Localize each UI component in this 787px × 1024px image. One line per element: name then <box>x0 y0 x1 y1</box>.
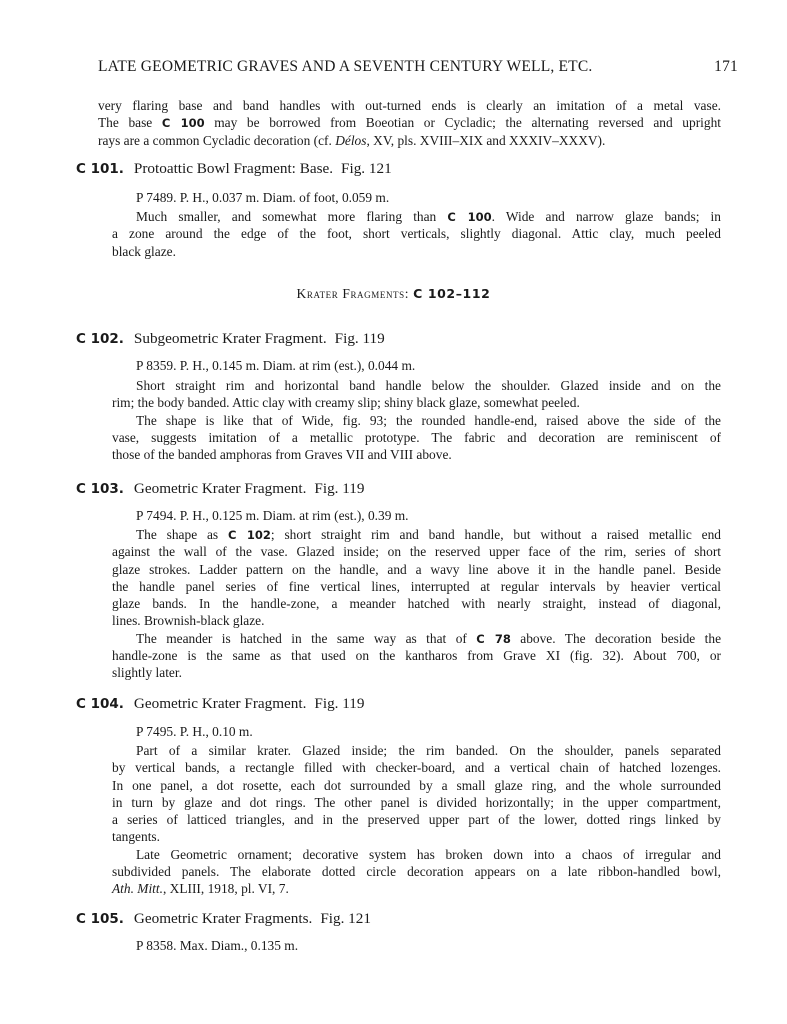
text-line: Part of a similar krater. Glazed inside; the rim banded. On the shoulder, panels separated <box>136 743 721 758</box>
catalogue-number: C 105. <box>76 911 124 927</box>
entry-meta-c105: P 8358. Max. Diam., 0.135 m. <box>136 938 299 953</box>
catalogue-ref: C 100 <box>447 210 492 224</box>
entry-description-c102 <box>112 377 721 463</box>
entry-meta-c104: P 7495. P. H., 0.10 m. <box>136 724 253 739</box>
entry-title: Geometric Krater Fragments. <box>133 910 313 927</box>
entry-meta-c103: P 7494. P. H., 0.125 m. Diam. at rim (est.), 0.39 m. <box>136 508 409 523</box>
catalogue-number: C 103. <box>76 481 124 497</box>
text-line: Much smaller, and somewhat more flaring than C 100. Wide and narrow glaze bands; in <box>136 209 721 224</box>
catalogue-number: C 102. <box>76 331 124 347</box>
entry-heading-c104 <box>76 695 364 713</box>
text-line: very flaring base and band handles with out-turned ends is clearly an imitation of a metal vase. <box>98 98 721 113</box>
figure-ref: Fig. 121 <box>320 910 371 927</box>
text-line: vase, suggests imitation of a metallic prototype. The fabric and decoration are reminiscent of <box>112 429 721 445</box>
figure-ref: Fig. 119 <box>314 480 365 497</box>
catalogue-ref: C 78 <box>476 631 511 646</box>
text-line: rays are a common Cycladic decoration (cf. Délos, XV, pls. XVIII–XIX and XXXIV–XXXV). <box>98 132 606 148</box>
text-line: Late Geometric ornament; decorative system has broken down into a chaos of irregular and <box>136 846 721 862</box>
text-line: The meander is hatched in the same way as that of C 78 above. The decoration beside the <box>136 630 722 646</box>
entry-title: Subgeometric Krater Fragment. <box>133 330 327 347</box>
intro-paragraph <box>98 97 721 149</box>
italic-title: Délos <box>335 132 367 148</box>
text-line: The shape is like that of Wide, fig. 93; the rounded handle-end, raised above the side of the <box>136 412 721 428</box>
text-line: a series of latticed triangles, and in the preserved upper part of the lower, dotted rings linked by <box>112 812 721 828</box>
text-line: tangents. <box>112 829 160 845</box>
entry-heading-c102 <box>76 330 385 348</box>
entry-heading-c101 <box>76 160 392 178</box>
running-head-title: LATE GEOMETRIC GRAVES AND A SEVENTH CENTURY WELL, ETC. <box>98 58 593 75</box>
text-line: The shape as C 102; short straight rim and band handle, but without a raised metallic end <box>136 527 721 542</box>
text-line: lines. Brownish-black glaze. <box>112 613 265 629</box>
text-line: handle-zone is the same as that used on the kantharos from Grave XI (fig. 32). About 700, or <box>112 648 721 664</box>
entry-heading-c105 <box>76 910 371 928</box>
text-line: glaze strokes. Ladder pattern on the handle, and a wavy line above it in the handle panel. Beside <box>112 561 721 577</box>
figure-ref: Fig. 119 <box>334 330 385 347</box>
figure-ref: Fig. 119 <box>314 695 365 712</box>
text-line: glaze bands. In the handle-zone, a meander hatched with nearly straight, instead of diagonal, <box>112 596 721 612</box>
section-label: Krater Fragments: <box>296 286 410 301</box>
text-line: black glaze. <box>112 243 176 259</box>
entry-title: Geometric Krater Fragment. <box>133 480 307 497</box>
figure-ref: Fig. 121 <box>341 160 392 177</box>
entry-description-c103 <box>112 526 721 682</box>
catalogue-number: C 101. <box>76 161 124 177</box>
text-line: a zone around the edge of the foot, short verticals, slightly diagonal. Attic clay, much peeled <box>112 226 721 242</box>
text-line: those of the banded amphoras from Graves VII and VIII above. <box>112 447 452 463</box>
catalogue-number: C 104. <box>76 696 124 712</box>
text-line: against the wall of the vase. Glazed inside; on the reserved upper face of the rim, series of short <box>112 544 721 560</box>
entry-meta-c101: P 7489. P. H., 0.037 m. Diam. of foot, 0.059 m. <box>136 190 390 205</box>
entry-description-c101 <box>112 208 721 260</box>
text-line: rim; the body banded. Attic clay with creamy slip; shiny black glaze, somewhat peeled. <box>112 395 580 411</box>
text-line: the handle panel series of fine vertical lines, interrupted at regular intervals by heavier vertical <box>112 578 721 594</box>
catalogue-ref: C 102 <box>227 528 271 542</box>
text-line: by vertical bands, a rectangle filled with checker-board, and a vertical chain of hatched lozenges. <box>112 760 721 776</box>
entry-title: Geometric Krater Fragment. <box>133 695 307 712</box>
text-line: subdivided panels. The elaborate dotted circle decoration appears on a late ribbon-handled bowl, <box>112 864 721 880</box>
text-line: Short straight rim and horizontal band handle below the shoulder. Glazed inside and on the <box>136 378 721 393</box>
text-line: In one panel, a dot rosette, each dot surrounded by a small glaze ring, and the whole surrounded <box>112 777 721 793</box>
entry-heading-c103 <box>76 480 364 498</box>
page-number: 171 <box>714 58 738 75</box>
section-heading <box>0 286 787 302</box>
entry-description-c104 <box>112 742 721 898</box>
section-range: C 102–112 <box>413 286 491 301</box>
italic-title: Ath. Mitt. <box>112 881 163 897</box>
catalogue-ref: C 100 <box>161 116 205 131</box>
text-line: Ath. Mitt., XLIII, 1918, pl. VI, 7. <box>112 881 289 897</box>
text-line: in turn by glaze and dot rings. The other panel is divided horizontally; in the upper compartment, <box>112 794 721 810</box>
text-line: The base C 100 may be borrowed from Boeotian or Cycladic; the alternating reversed and upright <box>98 115 721 131</box>
running-head <box>98 58 738 80</box>
text-line: slightly later. <box>112 665 182 681</box>
entry-title: Protoattic Bowl Fragment: Base. <box>133 160 334 177</box>
entry-meta-c102: P 8359. P. H., 0.145 m. Diam. at rim (est.), 0.044 m. <box>136 358 416 373</box>
